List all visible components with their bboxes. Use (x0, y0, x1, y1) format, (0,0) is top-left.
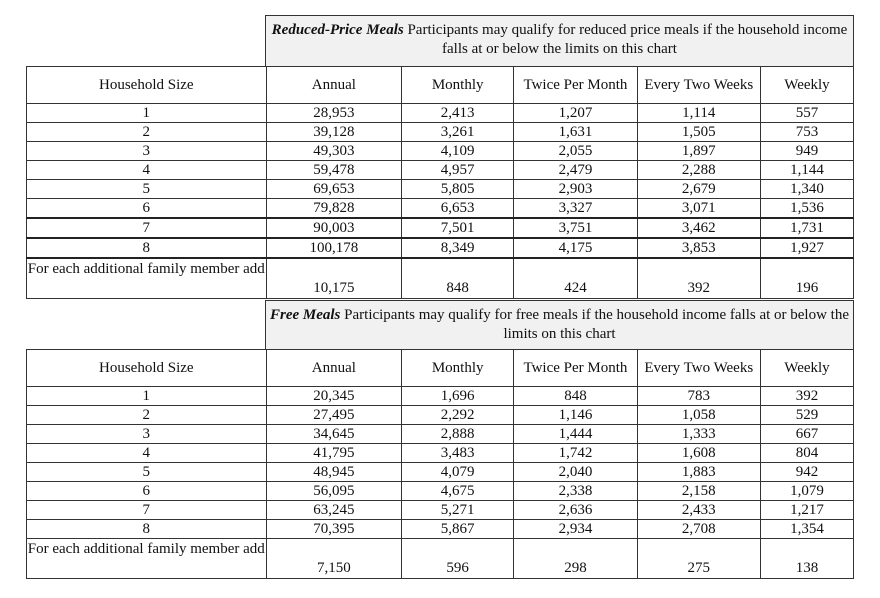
table-cell: 20,345 (266, 387, 401, 406)
table-cell: 1,608 (637, 444, 760, 463)
table-cell: 1,731 (760, 218, 853, 238)
table-cell: 3,483 (402, 444, 514, 463)
table-cell: 753 (760, 123, 853, 142)
table-cell: 49,303 (266, 142, 401, 161)
table-cell: 5,271 (402, 501, 514, 520)
free-meals-header (265, 300, 854, 350)
table-cell: 90,003 (266, 218, 401, 238)
table-cell: 100,178 (266, 238, 401, 258)
reduced-price-header (265, 15, 854, 67)
table-cell: 804 (760, 444, 853, 463)
table-cell: 1,444 (514, 425, 637, 444)
reduced-price-title: Reduced-Price Meals (271, 22, 404, 38)
table-cell: 27,495 (266, 406, 401, 425)
table-cell: 424 (514, 258, 637, 299)
table-cell: 1,340 (760, 180, 853, 199)
table-cell: 1,927 (760, 238, 853, 258)
column-header-annual: Annual (266, 350, 401, 387)
table-cell: 48,945 (266, 463, 401, 482)
table-header-row (27, 350, 854, 387)
table-cell: 69,653 (266, 180, 401, 199)
free-meals-rows (27, 387, 854, 539)
table-cell: 5,867 (402, 520, 514, 539)
household-size-cell: 2 (27, 406, 267, 425)
table-row (27, 406, 854, 425)
household-size-cell: 5 (27, 463, 267, 482)
table-cell: 1,505 (637, 123, 760, 142)
table-cell: 41,795 (266, 444, 401, 463)
table-cell: 2,288 (637, 161, 760, 180)
table-cell: 1,696 (402, 387, 514, 406)
table-cell: 28,953 (266, 104, 401, 123)
table-cell: 2,679 (637, 180, 760, 199)
column-header-household-size: Household Size (27, 350, 267, 387)
table-cell: 1,058 (637, 406, 760, 425)
table-cell: 59,478 (266, 161, 401, 180)
table-cell: 2,903 (514, 180, 637, 199)
table-row (27, 238, 854, 258)
household-size-cell: 7 (27, 501, 267, 520)
table-cell: 2,636 (514, 501, 637, 520)
household-size-cell: 6 (27, 482, 267, 501)
table-cell: 4,675 (402, 482, 514, 501)
table-cell: 1,631 (514, 123, 637, 142)
table-cell: 3,327 (514, 199, 637, 219)
table-cell: 2,158 (637, 482, 760, 501)
column-header-household-size: Household Size (27, 67, 267, 104)
table-cell: 3,751 (514, 218, 637, 238)
table-cell: 63,245 (266, 501, 401, 520)
table-cell: 39,128 (266, 123, 401, 142)
table-cell: 298 (514, 539, 637, 579)
table-cell: 848 (402, 258, 514, 299)
table-cell: 557 (760, 104, 853, 123)
table-cell: 949 (760, 142, 853, 161)
free-meals-title: Free Meals (269, 307, 341, 323)
table-row (27, 142, 854, 161)
table-cell: 4,957 (402, 161, 514, 180)
table-row (27, 123, 854, 142)
table-cell: 4,175 (514, 238, 637, 258)
table-cell: 275 (637, 539, 760, 579)
additional-member-row (27, 258, 854, 299)
household-size-cell: 6 (27, 199, 267, 219)
column-header-annual: Annual (266, 67, 401, 104)
table-cell: 2,708 (637, 520, 760, 539)
table-cell: 1,742 (514, 444, 637, 463)
table-cell: 2,433 (637, 501, 760, 520)
table-row (27, 482, 854, 501)
table-cell: 3,462 (637, 218, 760, 238)
additional-member-row (27, 539, 854, 579)
table-cell: 2,055 (514, 142, 637, 161)
table-cell: 79,828 (266, 199, 401, 219)
household-size-cell: 1 (27, 104, 267, 123)
household-size-cell: 3 (27, 425, 267, 444)
household-size-cell: 3 (27, 142, 267, 161)
table-cell: 7,501 (402, 218, 514, 238)
table-cell: 2,040 (514, 463, 637, 482)
table-cell: 942 (760, 463, 853, 482)
table-cell: 3,853 (637, 238, 760, 258)
table-cell: 529 (760, 406, 853, 425)
table-header-row (27, 67, 854, 104)
table-cell: 1,144 (760, 161, 853, 180)
table-cell: 1,897 (637, 142, 760, 161)
table-cell: 1,114 (637, 104, 760, 123)
household-size-cell: 4 (27, 161, 267, 180)
table-cell: 1,333 (637, 425, 760, 444)
table-row (27, 520, 854, 539)
table-row (27, 463, 854, 482)
table-cell: 34,645 (266, 425, 401, 444)
table-cell: 2,934 (514, 520, 637, 539)
reduced-price-table (26, 66, 854, 299)
table-row (27, 425, 854, 444)
free-meals-table (26, 349, 854, 579)
column-header-monthly: Monthly (402, 67, 514, 104)
table-cell: 56,095 (266, 482, 401, 501)
household-size-cell: 4 (27, 444, 267, 463)
additional-member-label: For each additional family member add (27, 258, 267, 299)
household-size-cell: 7 (27, 218, 267, 238)
table-cell: 1,217 (760, 501, 853, 520)
column-header-weekly: Weekly (760, 350, 853, 387)
table-cell: 1,536 (760, 199, 853, 219)
table-cell: 8,349 (402, 238, 514, 258)
table-cell: 667 (760, 425, 853, 444)
table-row (27, 104, 854, 123)
table-cell: 10,175 (266, 258, 401, 299)
table-cell: 3,071 (637, 199, 760, 219)
table-cell: 7,150 (266, 539, 401, 579)
table-cell: 4,109 (402, 142, 514, 161)
household-size-cell: 8 (27, 520, 267, 539)
household-size-cell: 5 (27, 180, 267, 199)
table-cell: 5,805 (402, 180, 514, 199)
table-cell: 1,883 (637, 463, 760, 482)
column-header-monthly: Monthly (402, 350, 514, 387)
table-cell: 2,292 (402, 406, 514, 425)
table-cell: 70,395 (266, 520, 401, 539)
column-header-every-two-weeks: Every Two Weeks (637, 350, 760, 387)
table-row (27, 387, 854, 406)
table-row (27, 199, 854, 219)
column-header-twice-per-month: Twice Per Month (514, 67, 637, 104)
table-cell: 2,338 (514, 482, 637, 501)
reduced-price-rows (27, 104, 854, 259)
household-size-cell: 8 (27, 238, 267, 258)
table-cell: 1,079 (760, 482, 853, 501)
free-meals-description: Participants may qualify for free meals if the household income falls at or below the limits on this chart (340, 307, 849, 342)
table-cell: 1,354 (760, 520, 853, 539)
table-cell: 596 (402, 539, 514, 579)
table-row (27, 444, 854, 463)
table-cell: 783 (637, 387, 760, 406)
table-cell: 392 (760, 387, 853, 406)
table-cell: 1,207 (514, 104, 637, 123)
table-row (27, 218, 854, 238)
table-cell: 1,146 (514, 406, 637, 425)
column-header-twice-per-month: Twice Per Month (514, 350, 637, 387)
table-cell: 6,653 (402, 199, 514, 219)
table-cell: 2,479 (514, 161, 637, 180)
table-row (27, 180, 854, 199)
additional-member-label: For each additional family member add (27, 539, 267, 579)
table-cell: 392 (637, 258, 760, 299)
table-cell: 4,079 (402, 463, 514, 482)
table-cell: 3,261 (402, 123, 514, 142)
table-cell: 196 (760, 258, 853, 299)
household-size-cell: 2 (27, 123, 267, 142)
table-row (27, 501, 854, 520)
column-header-weekly: Weekly (760, 67, 853, 104)
table-cell: 2,413 (402, 104, 514, 123)
table-cell: 2,888 (402, 425, 514, 444)
reduced-price-description: Participants may qualify for reduced price meals if the household income falls at or below the limits on this chart (403, 22, 848, 57)
table-cell: 848 (514, 387, 637, 406)
column-header-every-two-weeks: Every Two Weeks (637, 67, 760, 104)
table-row (27, 161, 854, 180)
table-cell: 138 (760, 539, 853, 579)
household-size-cell: 1 (27, 387, 267, 406)
